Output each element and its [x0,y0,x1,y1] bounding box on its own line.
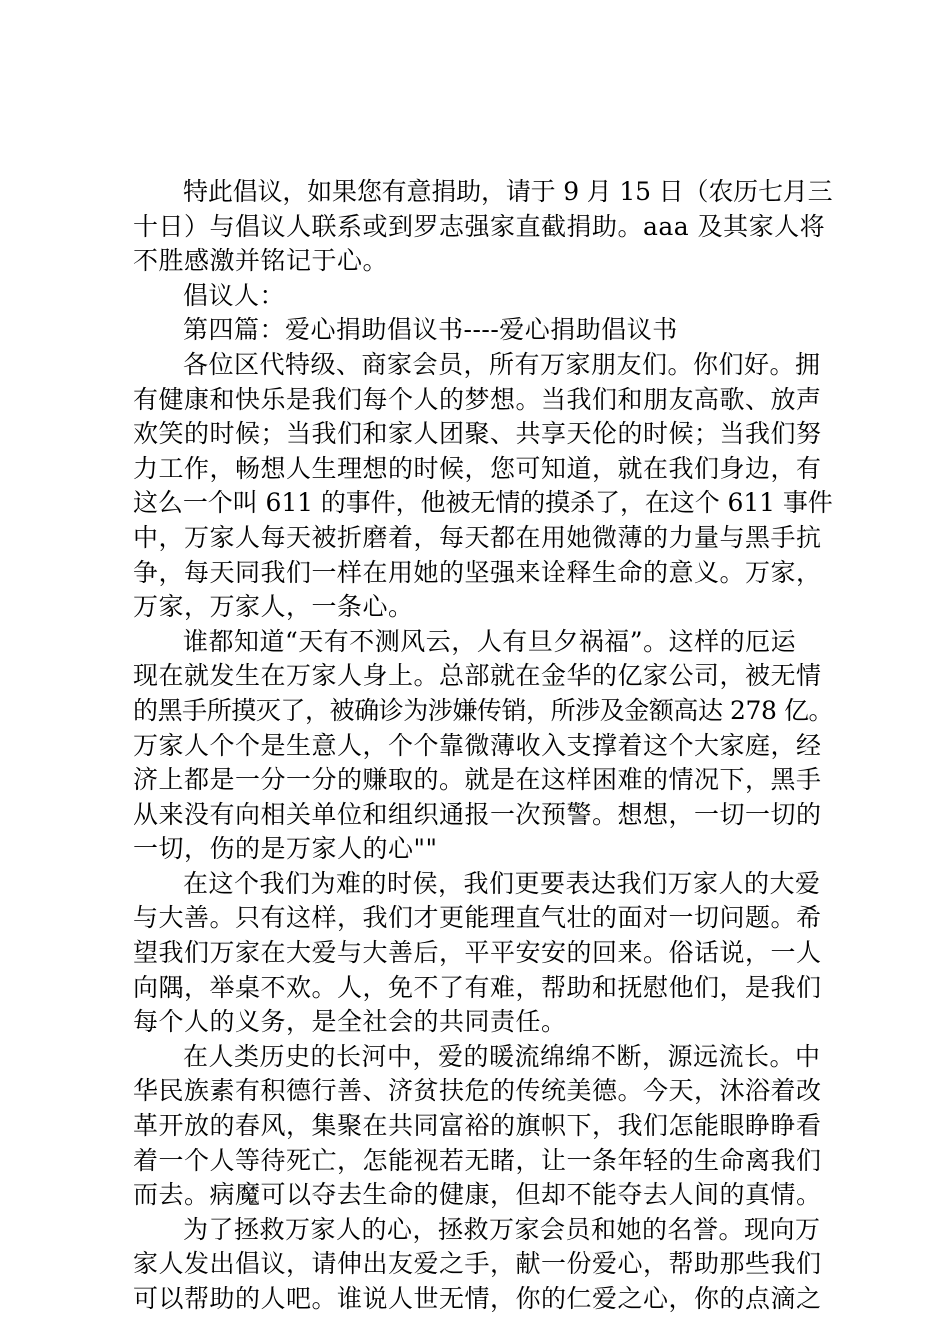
text-line: 在人类历史的长河中，爱的暖流绵绵不断，源远流长。中 [183,1041,821,1071]
text-line: 革开放的春风，集聚在共同富裕的旗帜下，我们怎能眼睁睁看 [133,1111,822,1141]
text-line: 可以帮助的人吧。谁说人世无情，你的仁爱之心，你的点滴之 [133,1284,822,1313]
text-line: 万家人个个是生意人，个个靠微薄收入支撑着这个大家庭，经 [133,730,822,760]
paragraph [133,1213,833,1317]
paragraph [133,867,833,1040]
text-line: 的黑手所摸灭了，被确诊为涉嫌传销，所涉及金额高达 278 亿。 [133,695,834,725]
text-line: 从来没有向相关单位和组织通报一次预警。想想，一切一切的 [133,799,822,829]
text-line: 欢笑的时候；当我们和家人团聚、共享天伦的时候；当我们努 [133,419,822,449]
text-line: 倡议人： [183,280,286,310]
text-line: 与大善。只有这样，我们才更能理直气壮的面对一切问题。希 [133,903,822,933]
paragraph [133,1040,833,1213]
paragraph [133,348,833,625]
text-line: 力工作，畅想人生理想的时候，您可知道，就在我们身边，有 [133,453,822,483]
text-line: 济上都是一分一分的赚取的。就是在这样困难的情况下，黑手 [133,765,822,795]
text-line: 望我们万家在大爱与大善后，平平安安的回来。俗话说，一人 [133,938,822,968]
text-line: 着一个人等待死亡，怎能视若无睹，让一条年轻的生命离我们 [133,1145,822,1175]
text-line: 在这个我们为难的时侯，我们更要表达我们万家人的大爱 [183,868,821,898]
text-line: 而去。病魔可以夺去生命的健康，但却不能夺去人间的真情。 [133,1180,822,1210]
text-line: 有健康和快乐是我们每个人的梦想。当我们和朋友高歌、放声 [133,384,822,414]
text-line: 不胜感激并铭记于心。 [133,246,389,276]
text-line: 一切，伤的是万家人的心"" [133,834,438,864]
text-line: 万家，万家人，一条心。 [133,592,414,622]
text-line: 每个人的义务，是全社会的共同责任。 [133,1007,567,1037]
text-line: 争，每天同我们一样在用她的坚强来诠释生命的意义。万家， [133,557,822,587]
text-line: 为了拯救万家人的心，拯救万家会员和她的名誉。现向万 [183,1214,821,1244]
text-line: 十日）与倡议人联系或到罗志强家直截捐助。aaa 及其家人将 [133,211,826,241]
text-line: 中，万家人每天被折磨着，每天都在用她微薄的力量与黑手抗 [133,522,822,552]
paragraph [133,625,833,867]
paragraph [133,313,833,348]
text-line: 第四篇：爱心捐助倡议书----爱心捐助倡议书 [183,315,678,345]
paragraph [133,175,833,279]
text-line: 谁都知道“天有不测风云，人有旦夕祸福”。这样的厄运 [183,626,797,656]
text-line: 向隅，举桌不欢。人，免不了有难，帮助和抚慰他们，是我们 [133,972,822,1002]
text-line: 这么一个叫 611 的事件，他被无情的摸杀了，在这个 611 事件 [133,488,833,518]
text-line: 现在就发生在万家人身上。总部就在金华的亿家公司，被无情 [133,661,822,691]
paragraph [133,279,833,314]
text-line: 华民族素有积德行善、济贫扶危的传统美德。今天，沐浴着改 [133,1076,822,1106]
text-line: 家人发出倡议，请伸出友爱之手，献一份爱心，帮助那些我们 [133,1249,822,1279]
text-line: 各位区代特级、商家会员，所有万家朋友们。你们好。拥 [183,349,821,379]
document-body [133,175,833,1317]
text-line: 特此倡议，如果您有意捐助，请于 9 月 15 日（农历七月三 [183,177,833,206]
